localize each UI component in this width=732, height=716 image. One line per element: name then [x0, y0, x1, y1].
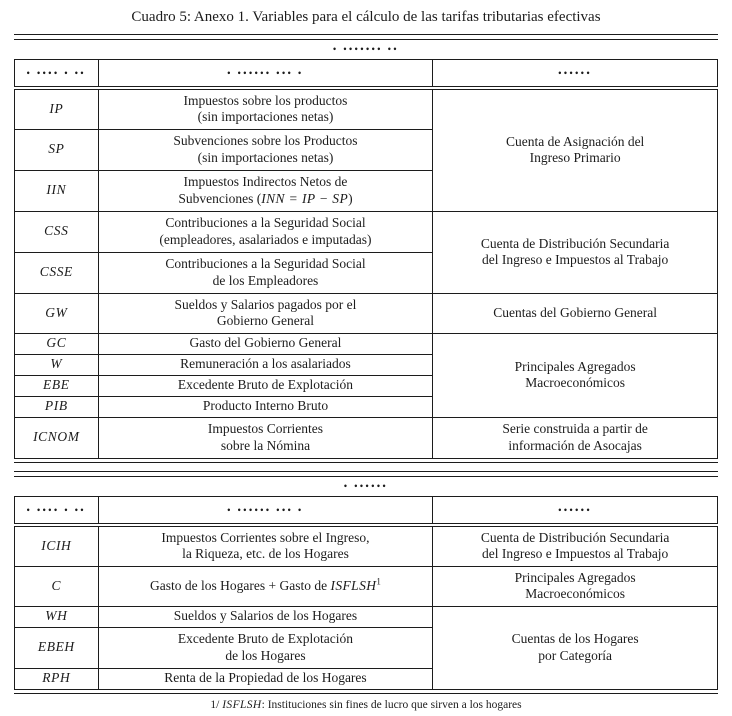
description-line: Impuestos Corrientes sobre el Ingreso,	[161, 529, 370, 545]
source-line: Cuentas del Gobierno General	[493, 304, 658, 320]
source-line: del Ingreso e Impuestos al Trabajo	[481, 546, 669, 562]
variable-code: C	[15, 566, 99, 606]
formula-math: ISFLSH	[330, 577, 377, 593]
description-line: sobre la Nómina	[220, 437, 311, 453]
footnote-prefix: 1/	[210, 699, 223, 711]
source-account-cell	[433, 525, 718, 566]
description-line: Gasto del Gobierno General	[189, 335, 342, 351]
table1-header-row	[15, 60, 718, 89]
formula-suffix: )	[348, 190, 353, 206]
description-line: Renta de la Propiedad de los Hogares	[164, 670, 367, 686]
variable-description	[98, 566, 433, 606]
description-line: Excedente Bruto de Explotación	[177, 377, 353, 393]
description-line: Gobierno General	[216, 313, 315, 328]
variable-code: EBE	[15, 375, 99, 396]
description-line: de los Empleadores	[212, 272, 319, 288]
variable-code: PIB	[15, 396, 99, 417]
description-line: Impuestos Corrientes	[207, 421, 324, 436]
variable-description	[98, 627, 433, 668]
variable-code: CSSE	[15, 252, 99, 293]
variable-description	[98, 606, 433, 627]
source-account-cell	[433, 417, 718, 458]
variable-code: IP	[15, 88, 99, 129]
description-line: Remuneración a los asalariados	[180, 356, 351, 372]
variable-code: SP	[15, 129, 99, 170]
footnote-marker: 1	[376, 576, 381, 587]
description-line-with-formula	[103, 191, 429, 208]
table1-header-description: • •••••• ••• •	[98, 60, 433, 89]
variable-description	[98, 211, 433, 252]
variable-code: W	[15, 354, 99, 375]
table1-header-code: • •••• • ••	[15, 60, 99, 89]
variable-code: ICNOM	[15, 417, 99, 458]
variable-code: EBEH	[15, 627, 99, 668]
description-line: Producto Interno Bruto	[202, 398, 329, 414]
variable-description	[98, 88, 433, 129]
description-line: Impuestos Indirectos Netos de	[183, 174, 348, 189]
variable-description	[98, 525, 433, 566]
source-line: Cuentas de los Hogares	[511, 631, 639, 646]
source-line: Cuenta de Distribución Secundaria	[480, 529, 670, 545]
description-line: de los Hogares	[225, 647, 306, 663]
source-line: Cuenta de Asignación del	[505, 133, 645, 149]
variable-description	[98, 129, 433, 170]
source-account-cell	[433, 606, 718, 689]
variable-code: WH	[15, 606, 99, 627]
variable-description	[98, 396, 433, 417]
table1-header-source: ••••••	[433, 60, 718, 89]
table2-header-row	[15, 497, 718, 526]
table1-variables	[14, 59, 718, 459]
variable-description	[98, 170, 433, 211]
table2-block	[14, 471, 718, 694]
table-row	[15, 525, 718, 566]
table1-redacted-caption: • ••••••• ••	[332, 44, 399, 54]
source-account-cell	[433, 211, 718, 293]
description-line: Contribuciones a la Seguridad Social	[165, 256, 366, 271]
variable-description	[98, 354, 433, 375]
source-account-cell	[433, 333, 718, 417]
table-row	[15, 88, 718, 129]
formula-prefix: Gasto de los Hogares + Gasto de	[150, 577, 331, 593]
table-row	[15, 417, 718, 458]
source-line: del Ingreso e Impuestos al Trabajo	[481, 252, 669, 267]
table-row	[15, 333, 718, 354]
table-footnote	[14, 699, 718, 711]
variable-code: CSS	[15, 211, 99, 252]
description-line: (sin importaciones netas)	[197, 149, 334, 165]
variable-code: GW	[15, 293, 99, 333]
description-line: Impuestos sobre los productos	[183, 92, 348, 108]
description-line: Subvenciones sobre los Productos	[173, 133, 358, 148]
table2-redacted-caption: • ••••••	[343, 481, 389, 491]
variable-code: GC	[15, 333, 99, 354]
footnote-text: : Instituciones sin fines de lucro que sirven a los hogares	[261, 699, 522, 711]
source-line: Ingreso Primario	[529, 150, 621, 166]
source-account-cell	[433, 566, 718, 606]
description-line: Contribuciones a la Seguridad Social	[165, 215, 366, 230]
source-account-cell	[433, 293, 718, 333]
table1-block	[14, 34, 718, 463]
variable-code: ICIH	[15, 525, 99, 566]
table2-variables	[14, 496, 718, 690]
source-account-cell	[433, 88, 718, 211]
variable-description	[98, 668, 433, 689]
variable-code: RPH	[15, 668, 99, 689]
variable-description	[98, 252, 433, 293]
description-line: Sueldos y Salarios de los Hogares	[173, 608, 358, 624]
variable-description	[98, 333, 433, 354]
description-line-with-formula	[103, 578, 429, 595]
description-line: Sueldos y Salarios pagados por el	[174, 296, 357, 312]
formula-math: INN = IP − SP	[261, 190, 349, 206]
description-line: (empleadores, asalariados e imputadas)	[159, 231, 372, 247]
variable-description	[98, 417, 433, 458]
source-line: Macroeconómicos	[525, 375, 625, 390]
table-row	[15, 293, 718, 333]
variable-description	[98, 375, 433, 396]
footnote-term: ISFLSH	[222, 699, 262, 711]
formula-prefix: Subvenciones (	[178, 190, 262, 206]
description-line: Excedente Bruto de Explotación	[177, 631, 353, 646]
source-line: por Categoría	[538, 647, 613, 663]
table2-bottom-rule	[14, 693, 718, 694]
table-row	[15, 566, 718, 606]
source-line: Cuenta de Distribución Secundaria	[480, 235, 670, 251]
table-row	[15, 606, 718, 627]
source-line: Principales Agregados	[514, 569, 636, 585]
source-line: Serie construida a partir de	[502, 421, 648, 436]
variable-code: IIN	[15, 170, 99, 211]
tables-gap	[14, 463, 718, 471]
description-line: (sin importaciones netas)	[197, 109, 334, 125]
variable-description	[98, 293, 433, 333]
source-line: información de Asocajas	[508, 437, 642, 453]
table-row	[15, 211, 718, 252]
table2-header-description: • •••••• ••• •	[98, 497, 433, 526]
table2-header-code: • •••• • ••	[15, 497, 99, 526]
source-line: Macroeconómicos	[525, 586, 625, 601]
source-line: Principales Agregados	[514, 358, 636, 374]
table2-header-source: ••••••	[433, 497, 718, 526]
description-line: la Riqueza, etc. de los Hogares	[182, 546, 349, 562]
table-caption-title: Cuadro 5: Anexo 1. Variables para el cálculo de las tarifas tributarias efectivas	[131, 9, 601, 25]
